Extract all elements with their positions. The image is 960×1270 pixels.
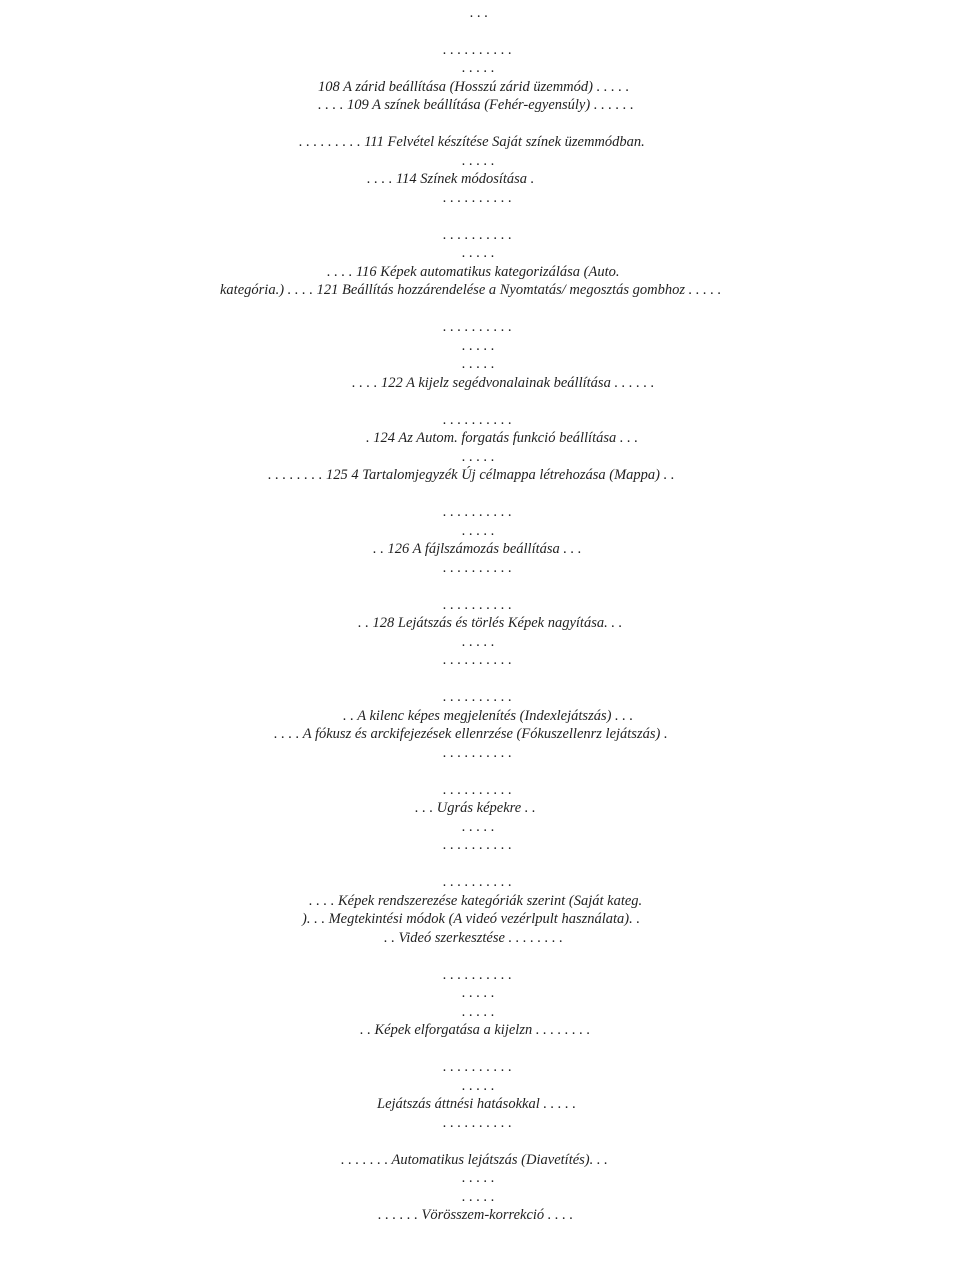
toc-line: . . . . . . . . . . <box>443 837 512 853</box>
toc-line: . . 128 Lejátszás és törlés Képek nagyítása. . . <box>358 615 623 631</box>
toc-line: . . . <box>470 5 489 21</box>
toc-line: . . . . . . . . . . <box>443 504 512 520</box>
toc-line: . . . . 116 Képek automatikus kategorizálása (Auto. <box>327 264 620 280</box>
toc-line: . . . . . . Vörösszem-korrekció . . . . <box>378 1207 574 1223</box>
toc-line: . . . . . <box>462 819 495 835</box>
toc-line: . . . . A fókusz és arckifejezések ellenrzése (Fókuszellenrz lejátszás) . <box>274 726 668 742</box>
toc-line: . . . Ugrás képekre . . <box>415 800 536 816</box>
toc-line: . . . . . . . . . . <box>443 967 512 983</box>
toc-line: . . . . . . . . 125 4 Tartalomjegyzék Új célmappa létrehozása (Mappa) . . <box>268 467 675 483</box>
toc-line: . . . . . . . . . . <box>443 597 512 613</box>
toc-line: . . . . . <box>462 338 495 354</box>
toc-line: . . . . . . . . . . <box>443 689 512 705</box>
toc-line: ). . . Megtekintési módok (A videó vezérlpult használata). . <box>302 911 640 927</box>
toc-line: . . . . . . . . . . <box>443 1059 512 1075</box>
toc-line: . . . . 114 Színek módosítása . <box>367 171 535 187</box>
toc-line: . . Videó szerkesztése . . . . . . . . <box>384 930 563 946</box>
toc-line: . . . . 122 A kijelz segédvonalainak beállítása . . . . . . <box>352 375 655 391</box>
toc-line: . . . . . . . . . . <box>443 745 512 761</box>
toc-line: . . . . . . . . . . <box>443 190 512 206</box>
toc-line: kategória.) . . . . 121 Beállítás hozzárendelése a Nyomtatás/ megosztás gombhoz . . . . . <box>220 282 722 298</box>
toc-line: . . . . . . . . . . <box>443 42 512 58</box>
toc-line: . . . . . <box>462 245 495 261</box>
toc-line: 108 A zárid beállítása (Hosszú zárid üzemmód) . . . . . <box>318 79 630 95</box>
toc-line: . . . . . <box>462 1170 495 1186</box>
toc-line: . . . . . . . . . . <box>443 874 512 890</box>
toc-line: . . . . . <box>462 449 495 465</box>
toc-line: . . . . . . . . . . <box>443 319 512 335</box>
toc-line: . . . . . <box>462 1078 495 1094</box>
toc-line: . . . . Képek rendszerezése kategóriák szerint (Saját kateg. <box>309 893 643 909</box>
toc-line: . . . . . . . . . . <box>443 782 512 798</box>
toc-line: . . . . . <box>462 356 495 372</box>
toc-line: . . . . . . . . . . <box>443 227 512 243</box>
toc-line: . . . . . <box>462 985 495 1001</box>
toc-line: . . . . . <box>462 153 495 169</box>
toc-line: . . . . . . . . . . <box>443 652 512 668</box>
toc-line: . . . . . . . . . 111 Felvétel készítése Saját színek üzemmódban. <box>299 134 645 150</box>
toc-line: . 124 Az Autom. forgatás funkció beállítása . . . <box>366 430 639 446</box>
toc-line: . . . . . <box>462 523 495 539</box>
toc-line: . . . . . . . . . . <box>443 412 512 428</box>
toc-line: . . A kilenc képes megjelenítés (Indexlejátszás) . . . <box>343 708 634 724</box>
toc-line: . . . . . <box>462 634 495 650</box>
toc-line: Lejátszás áttnési hatásokkal . . . . . <box>377 1096 576 1112</box>
toc-line: . . . . . <box>462 1189 495 1205</box>
toc-line: . . 126 A fájlszámozás beállítása . . . <box>373 541 582 557</box>
toc-line: . . . . . . . . . . <box>443 1115 512 1131</box>
toc-line: . . . . . <box>462 1004 495 1020</box>
toc-line: . . Képek elforgatása a kijelzn . . . . . . . . <box>360 1022 591 1038</box>
toc-line: . . . . 109 A színek beállítása (Fehér-egyensúly) . . . . . . <box>318 97 634 113</box>
toc-line: . . . . . . . Automatikus lejátszás (Diavetítés). . . <box>341 1152 608 1168</box>
toc-line: . . . . . . . . . . <box>443 560 512 576</box>
toc-line: . . . . . <box>462 60 495 76</box>
